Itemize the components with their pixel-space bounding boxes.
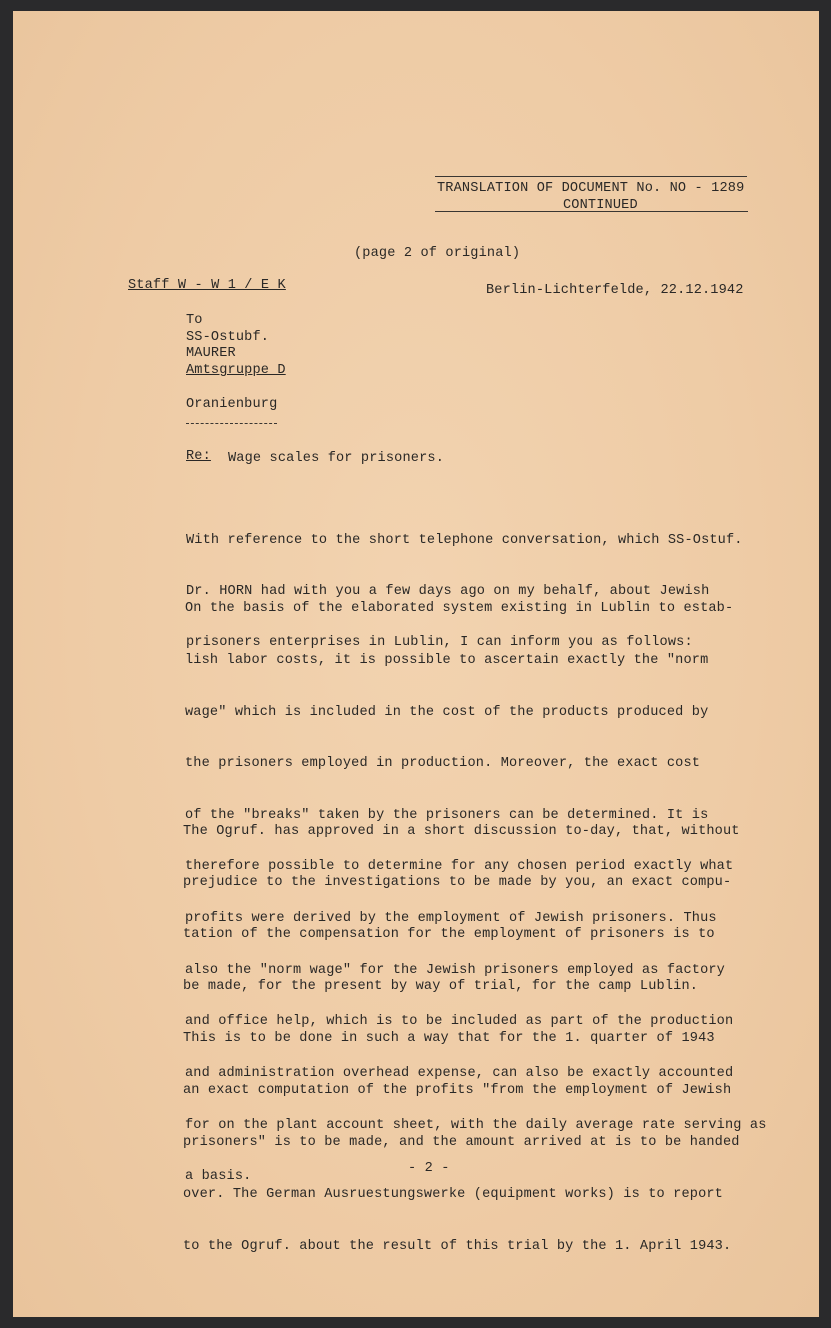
page-number: - 2 - — [408, 1161, 450, 1176]
page-note: (page 2 of original) — [354, 246, 521, 261]
paragraph-line: the prisoners employed in production. Moreover, the exact cost — [185, 756, 701, 772]
paragraph-line: prisoners" is to be made, and the amount arrived at is to be handed — [183, 1134, 740, 1150]
place-date: Berlin-Lichterfelde, 22.12.1942 — [486, 283, 744, 298]
paragraph-line: for on the plant account sheet, with the daily average rate serving as — [185, 1117, 767, 1133]
address-city: Oranienburg — [186, 397, 278, 412]
address-name: MAURER — [186, 346, 236, 361]
paragraph-line: also the "norm wage" for the Jewish prisoners employed as factory — [185, 962, 725, 978]
paragraph-line: and office help, which is to be included as part of the production — [185, 1014, 734, 1030]
paragraph-line: lish labor costs, it is possible to ascertain exactly the "norm — [185, 653, 709, 669]
paragraph-3 — [183, 788, 740, 1272]
document-continued: CONTINUED — [563, 198, 638, 213]
paragraph-line: profits were derived by the employment of Jewish prisoners. Thus — [185, 911, 717, 927]
paragraph-line: On the basis of the elaborated system existing in Lublin to estab- — [185, 601, 734, 617]
paragraph-line: over. The German Ausruestungswerke (equipment works) is to report — [183, 1186, 723, 1202]
address-rank: SS-Ostubf. — [186, 330, 270, 345]
address-to: To — [186, 313, 203, 328]
paragraph-line: to the Ogruf. about the result of this trial by the 1. April 1943. — [183, 1238, 732, 1254]
paragraph-line: wage" which is included in the cost of the products produced by — [185, 704, 709, 720]
paragraph-line: tation of the compensation for the employment of prisoners is to — [183, 927, 715, 943]
paragraph-line: prejudice to the investigations to be made by you, an exact compu- — [183, 875, 732, 891]
paragraph-line: and administration overhead expense, can also be exactly accounted — [185, 1065, 734, 1081]
address-unit: Amtsgruppe D — [186, 363, 286, 378]
paragraph-line: This is to be done in such a way that for the 1. quarter of 1943 — [183, 1031, 715, 1047]
staff-reference: Staff W - W 1 / E K — [128, 278, 286, 293]
address-divider — [186, 423, 277, 424]
paragraph-line: prisoners enterprises in Lublin, I can inform you as follows: — [186, 635, 693, 650]
subject-text: Wage scales for prisoners. — [228, 451, 444, 466]
heading-rule-top — [435, 176, 747, 177]
paragraph-line: The Ogruf. has approved in a short discussion to-day, that, without — [183, 823, 740, 839]
paragraph-line: With reference to the short telephone conversation, which SS-Ostuf. — [186, 533, 743, 548]
subject-label: Re: — [186, 449, 211, 464]
paragraph-line: therefore possible to determine for any chosen period exactly what — [185, 859, 734, 875]
heading-rule-bottom — [435, 211, 748, 212]
document-title: TRANSLATION OF DOCUMENT No. NO - 1289 — [437, 181, 745, 196]
paragraph-line: an exact computation of the profits "from the employment of Jewish — [183, 1083, 732, 1099]
paragraph-line: Dr. HORN had with you a few days ago on my behalf, about Jewish — [186, 584, 710, 599]
paragraph-line: be made, for the present by way of trial, for the camp Lublin. — [183, 979, 699, 995]
paragraph-line: a basis. — [185, 1169, 252, 1185]
paragraph-line: of the "breaks" taken by the prisoners can be determined. It is — [185, 807, 709, 823]
